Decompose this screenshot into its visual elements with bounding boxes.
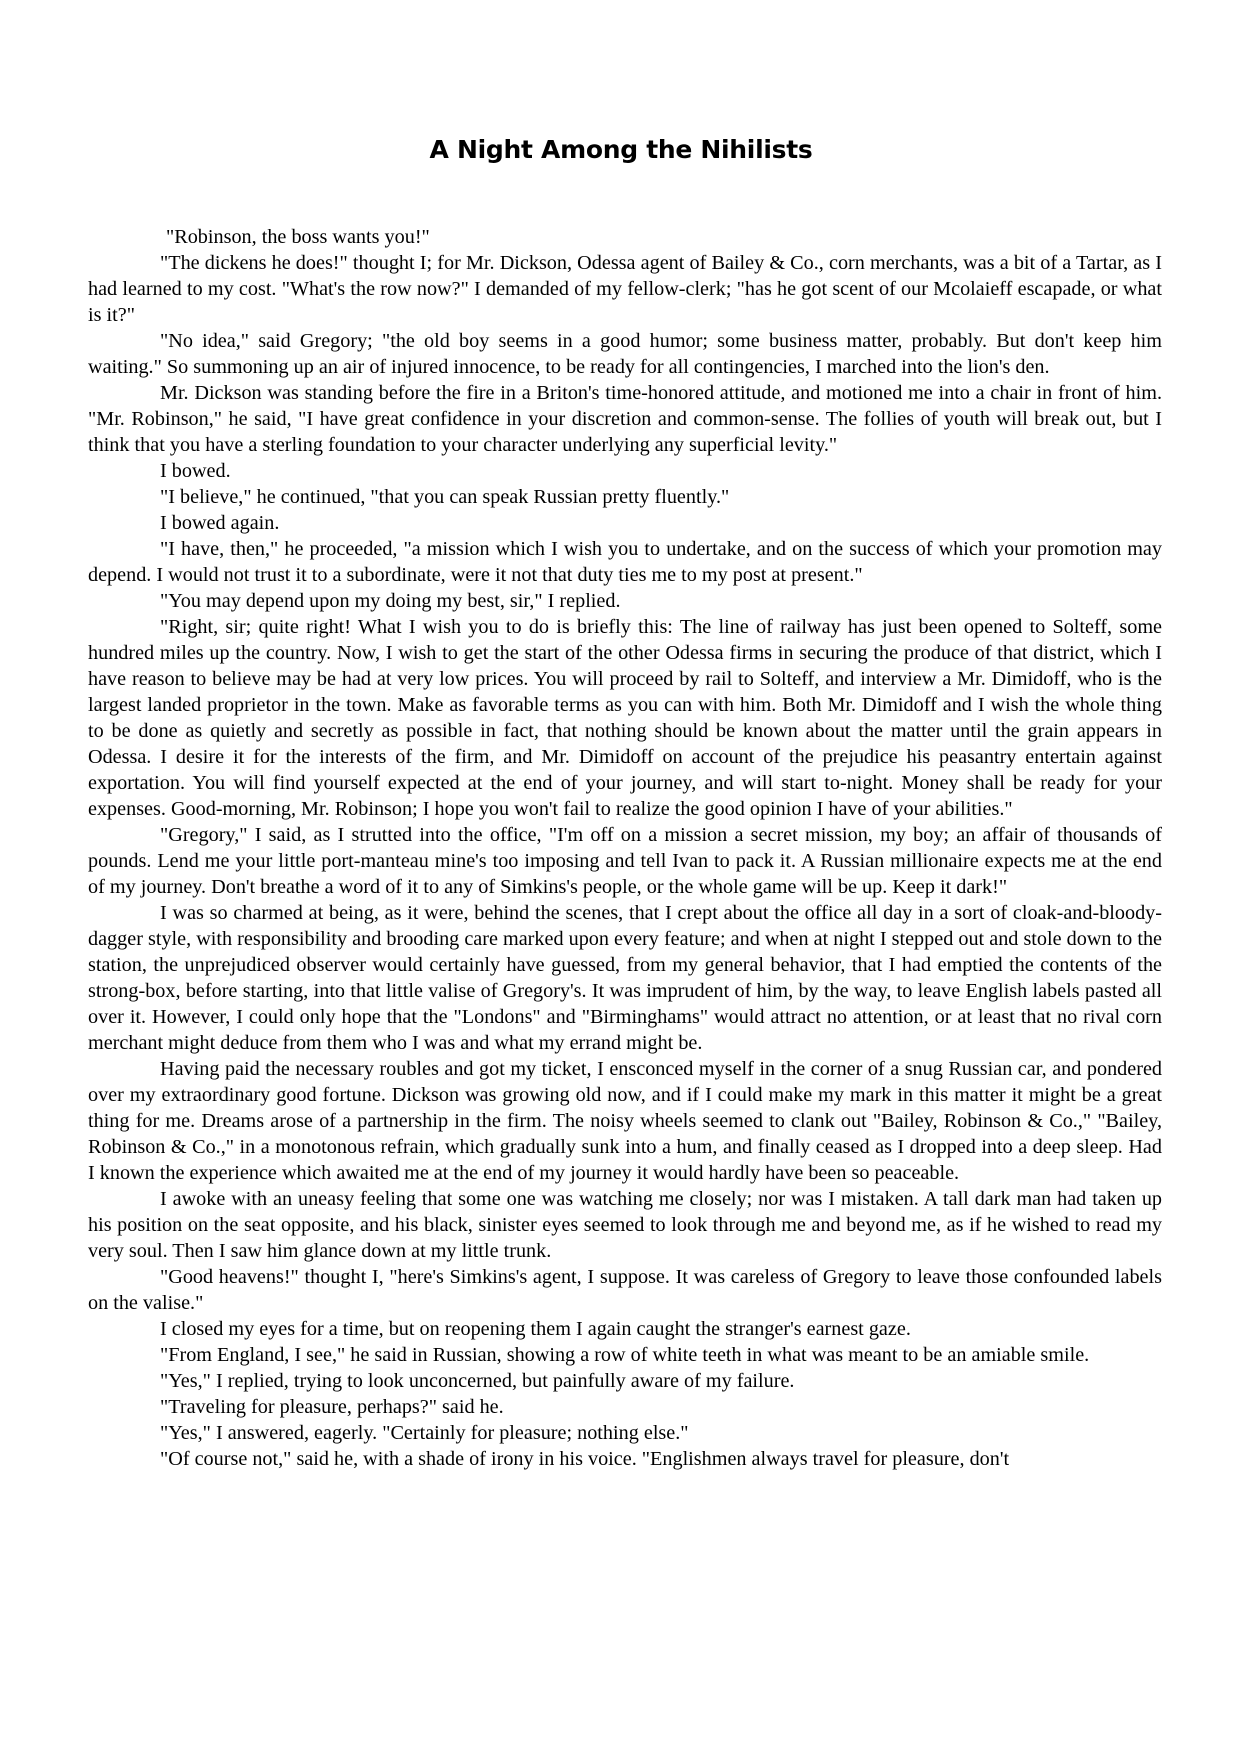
- paragraph: I was so charmed at being, as it were, behind the scenes, that I crept about the office all day in a sort of cloak-and-bloody-dagger style, with responsibility and brooding care marked upon every feature; and when at night I stepped out and stole down to the station, the unprejudiced observer would certainly have guessed, from my general behavior, that I had emptied the contents of the strong-box, before starting, into that little valise of Gregory's. It was imprudent of him, by the way, to leave English labels pasted all over it. However, I could only hope that the "Londons" and "Birminghams" would attract no attention, or at least that no rival corn merchant might deduce from them who I was and what my errand might be.: [88, 902, 1162, 1054]
- paragraph: "Traveling for pleasure, perhaps?" said he.: [160, 1396, 504, 1418]
- paragraph: "Yes," I answered, eagerly. "Certainly for pleasure; nothing else.": [160, 1422, 689, 1444]
- paragraph: Having paid the necessary roubles and got my ticket, I ensconced myself in the corner of a snug Russian car, and pondered over my extraordinary good fortune. Dickson was growing old now, and if I could make my mark in this matter it might be a great thing for me. Dreams arose of a partnership in the firm. The noisy wheels seemed to clank out "Bailey, Robinson & Co.," "Bailey, Robinson & Co.," in a monotonous refrain, which gradually sunk into a hum, and finally ceased as I dropped into a deep sleep. Had I known the experience which awaited me at the end of my journey it would hardly have been so peaceable.: [88, 1058, 1162, 1184]
- paragraph: I awoke with an uneasy feeling that some one was watching me closely; nor was I mistaken. A tall dark man had taken up his position on the seat opposite, and his black, sinister eyes seemed to look through me and beyond me, as if he wished to read my very soul. Then I saw him glance down at my little trunk.: [88, 1188, 1162, 1262]
- story-body: [88, 224, 1162, 1472]
- paragraph: I closed my eyes for a time, but on reopening them I again caught the stranger's earnest gaze.: [160, 1318, 911, 1340]
- paragraph: "You may depend upon my doing my best, sir," I replied.: [160, 590, 621, 612]
- paragraph: I bowed again.: [160, 512, 280, 534]
- paragraph: "Good heavens!" thought I, "here's Simkins's agent, I suppose. It was careless of Gregory to leave those confounded labels on the valise.": [88, 1266, 1162, 1314]
- paragraph: "I have, then," he proceeded, "a mission which I wish you to undertake, and on the success of which your promotion may depend. I would not trust it to a subordinate, were it not that duty ties me to my post at present.": [88, 538, 1162, 586]
- paragraph: "Robinson, the boss wants you!": [166, 226, 430, 248]
- paragraph: Mr. Dickson was standing before the fire in a Briton's time-honored attitude, and motioned me into a chair in front of him. "Mr. Robinson," he said, "I have great confidence in your discretion and common-sense. The follies of youth will break out, but I think that you have a sterling foundation to your character underlying any superficial levity.": [88, 382, 1162, 456]
- paragraph: "I believe," he continued, "that you can speak Russian pretty fluently.": [160, 486, 730, 508]
- paragraph: "Right, sir; quite right! What I wish you to do is briefly this: The line of railway has just been opened to Solteff, some hundred miles up the country. Now, I wish to get the start of the other Odessa firms in securing the produce of that district, which I have reason to believe may be had at very low prices. You will proceed by rail to Solteff, and interview a Mr. Dimidoff, who is the largest landed proprietor in the town. Make as favorable terms as you can with him. Both Mr. Dimidoff and I wish the whole thing to be done as quietly and secretly as possible in fact, that nothing should be known about the matter until the grain appears in Odessa. I desire it for the interests of the firm, and Mr. Dimidoff on account of the prejudice his peasantry entertain against exportation. You will find yourself expected at the end of your journey, and will start to-night. Money shall be ready for your expenses. Good-morning, Mr. Robinson; I hope you won't fail to realize the good opinion I have of your abilities.": [88, 616, 1162, 820]
- paragraph: "From England, I see," he said in Russian, showing a row of white teeth in what was meant to be an amiable smile.: [160, 1344, 1090, 1366]
- paragraph: "The dickens he does!" thought I; for Mr. Dickson, Odessa agent of Bailey & Co., corn merchants, was a bit of a Tartar, as I had learned to my cost. "What's the row now?" I demanded of my fellow-clerk; "has he got scent of our Mcolaieff escapade, or what is it?": [88, 252, 1162, 326]
- paragraph: "Yes," I replied, trying to look unconcerned, but painfully aware of my failure.: [160, 1370, 795, 1392]
- paragraph: "Of course not," said he, with a shade of irony in his voice. "Englishmen always travel for pleasure, don't: [160, 1448, 1010, 1470]
- paragraph: "No idea," said Gregory; "the old boy seems in a good humor; some business matter, probably. But don't keep him waiting." So summoning up an air of injured innocence, to be ready for all contingencies, I marched into the lion's den.: [88, 330, 1162, 378]
- page-title: A Night Among the Nihilists: [429, 135, 813, 164]
- paragraph: I bowed.: [160, 460, 231, 482]
- paragraph: "Gregory," I said, as I strutted into the office, "I'm off on a mission a secret mission, my boy; an affair of thousands of pounds. Lend me your little port-manteau mine's too imposing and tell Ivan to pack it. A Russian millionaire expects me at the end of my journey. Don't breathe a word of it to any of Simkins's people, or the whole game will be up. Keep it dark!": [88, 824, 1162, 898]
